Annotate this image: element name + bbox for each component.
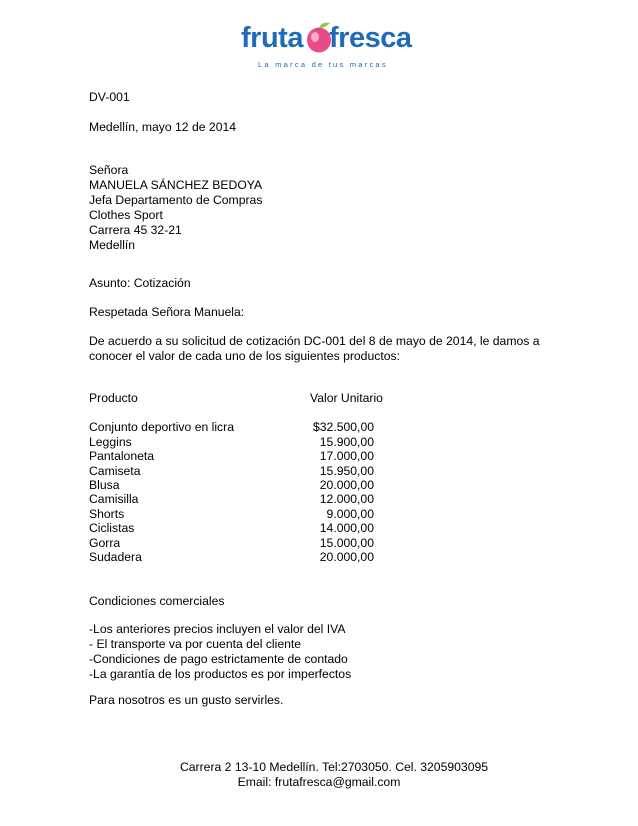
- product-row: [89, 478, 409, 492]
- products-header: [89, 391, 409, 405]
- recipient-address: Carrera 45 32-21: [89, 223, 182, 237]
- recipient-position: Jefa Departamento de Compras: [89, 193, 263, 207]
- product-price: $32.500,00: [313, 420, 374, 435]
- product-name: Pantaloneta: [89, 449, 155, 464]
- product-name: Camiseta: [89, 463, 141, 478]
- product-row: [89, 550, 409, 564]
- footer-email: Email: frutafresca@gmail.com: [237, 775, 401, 789]
- recipient-company: Clothes Sport: [89, 208, 163, 222]
- condition-item: -Condiciones de pago estrictamente de contado: [89, 652, 348, 666]
- product-name: Camisilla: [89, 492, 139, 507]
- product-price: 15.900,00: [319, 434, 374, 449]
- letter-subject: Asunto: Cotización: [89, 276, 191, 290]
- page-footer: [0, 760, 638, 790]
- logo-word-fresca: fresca: [329, 22, 412, 54]
- product-name: Conjunto deportivo en licra: [89, 420, 234, 435]
- product-row: [89, 521, 409, 535]
- conditions-list: [89, 622, 351, 682]
- recipient-name: MANUELA SÁNCHEZ BEDOYA: [89, 178, 263, 192]
- brand-logo: [238, 14, 418, 72]
- product-name: Gorra: [89, 535, 121, 550]
- product-row: [89, 536, 409, 550]
- product-row: [89, 449, 409, 463]
- letter-greeting: Respetada Señora Manuela:: [89, 305, 245, 319]
- recipient-city: Medellín: [89, 238, 136, 252]
- header-price: Valor Unitario: [310, 391, 383, 405]
- product-price: 17.000,00: [319, 449, 374, 464]
- product-name: Shorts: [89, 506, 125, 521]
- product-row: [89, 420, 409, 434]
- product-price: 20.000,00: [319, 549, 374, 564]
- product-price: 12.000,00: [319, 492, 374, 507]
- products-table: [89, 391, 409, 564]
- recipient-block: [89, 163, 262, 253]
- letter-date: Medellín, mayo 12 de 2014: [89, 120, 237, 134]
- product-row: [89, 435, 409, 449]
- product-price: 14.000,00: [319, 521, 374, 536]
- product-name: Leggins: [89, 434, 132, 449]
- product-row: [89, 492, 409, 506]
- header-product: Producto: [89, 391, 138, 405]
- condition-item: - El transporte va por cuenta del cliente: [89, 637, 302, 651]
- product-row: [89, 507, 409, 521]
- condition-item: -Los anteriores precios incluyen el valor del IVA: [89, 622, 346, 636]
- logo-tagline: La marca de tus marcas: [258, 60, 388, 69]
- conditions-title: Condiciones comerciales: [89, 594, 225, 608]
- condition-item: -La garantía de los productos es por imperfectos: [89, 667, 352, 681]
- product-price: 20.000,00: [319, 477, 374, 492]
- footer-address: Carrera 2 13-10 Medellín. Tel:2703050. Cel. 3205903095: [179, 760, 489, 774]
- letter-closing: Para nosotros es un gusto servirles.: [89, 693, 284, 707]
- recipient-title: Señora: [89, 163, 129, 177]
- product-name: Ciclistas: [89, 521, 135, 536]
- logo-word-fruta: fruta: [241, 22, 303, 54]
- product-row: [89, 464, 409, 478]
- product-price: 15.000,00: [319, 535, 374, 550]
- letter-intro: De acuerdo a su solicitud de cotización DC-001 del 8 de mayo de 2014, le damos a conocer el valor de cada uno de los siguientes productos:: [89, 334, 540, 363]
- document-reference: DV-001: [89, 90, 130, 104]
- product-name: Sudadera: [89, 549, 142, 564]
- product-price: 15.950,00: [319, 463, 374, 478]
- product-price: 9.000,00: [326, 506, 374, 521]
- product-name: Blusa: [89, 477, 120, 492]
